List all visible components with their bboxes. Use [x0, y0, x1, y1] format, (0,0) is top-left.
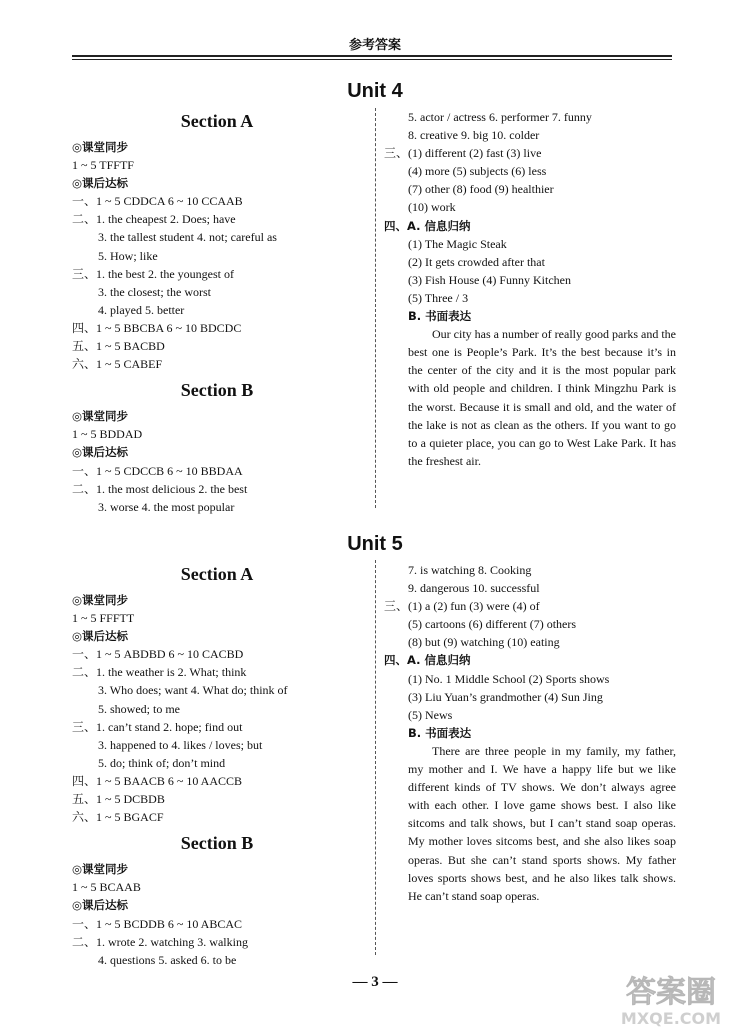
page-number: — 3 —: [352, 974, 398, 990]
section-b-heading: Section B: [180, 833, 254, 854]
answer-line: 9. dangerous 10. successful: [408, 581, 540, 596]
unit-4-right-column: [384, 108, 676, 470]
kehou-dabiao-label: ◎课后达标: [72, 176, 129, 191]
answer-line: 5. How; like: [98, 248, 158, 263]
xinxi-guina-label: 四、A. 信息归纳: [384, 218, 471, 233]
column-divider: [375, 560, 376, 955]
answer-line: 3. the closest; the worst: [98, 284, 211, 299]
page-header-title: 参考答案: [348, 38, 401, 53]
answer-line: 1 ~ 5 FFFTT: [72, 611, 135, 626]
answer-line: 三、(1) a (2) fun (3) were (4) of: [384, 599, 540, 614]
answer-line: (8) but (9) watching (10) eating: [408, 635, 560, 650]
watermark-domain: MXQE.COM: [620, 1009, 722, 1028]
answer-line: (5) Three / 3: [408, 290, 469, 305]
answer-line: 二、1. the most delicious 2. the best: [72, 481, 248, 496]
header-rule-thick: [72, 55, 672, 57]
answer-line: 四、1 ~ 5 BAACB 6 ~ 10 AACCB: [72, 773, 243, 788]
answer-line: 7. is watching 8. Cooking: [408, 563, 532, 577]
section-a-heading: Section A: [180, 111, 254, 131]
answer-line: 一、1 ~ 5 BCDDB 6 ~ 10 ABCAC: [72, 916, 243, 931]
answer-line: 3. Who does; want 4. What do; think of: [98, 683, 288, 698]
writing-sample-paragraph: Our city has a number of really good parks and the best one is People’s Park. It’s the best because it’s in the center of the city and it is the most popular park with old people and children. I think Mingzhu Park is the worst. Because it is small and old, and the water of the lake is not as clean as the others. If you want to go to a quieter place, you can go to West Lake Park. It has the freshest air.: [408, 327, 676, 468]
answer-line: 8. creative 9. big 10. colder: [408, 128, 540, 143]
section-a-heading: Section A: [180, 564, 254, 584]
section-b-heading: Section B: [180, 380, 254, 401]
answer-line: 3. the tallest student 4. not; careful as: [98, 230, 277, 245]
writing-sample-paragraph: There are three people in my family, my father, my mother and I. We have a happy life but we like different kinds of TV shows. We don’t always agree with each other. I love game shows best. I also like sitcoms and talk shows, but I can’t stand soap operas. My mother loves sitcoms best, and she also likes soap operas. But she can’t stand sports shows. My father loves sports shows best, and he also likes talk shows. He can’t stand soap operas.: [408, 743, 676, 903]
answer-line: (1) The Magic Steak: [408, 236, 507, 251]
answer-line: 4. questions 5. asked 6. to be: [98, 952, 237, 967]
unit-4-left-column: [72, 110, 362, 516]
column-divider: [375, 108, 376, 508]
unit-5-right-column: [384, 561, 676, 905]
xinxi-guina-label: 四、A. 信息归纳: [384, 653, 471, 668]
kehou-dabiao-label: ◎课后达标: [72, 629, 129, 644]
answer-line: 四、1 ~ 5 BBCBA 6 ~ 10 BDCDC: [72, 320, 242, 335]
ketang-tongbu-label: ◎课堂同步: [72, 593, 129, 607]
answer-line: 5. showed; to me: [98, 701, 180, 716]
unit-5-title: Unit 5: [347, 533, 403, 555]
answer-line: 一、1 ~ 5 CDDCA 6 ~ 10 CCAAB: [72, 194, 243, 209]
ketang-tongbu-label: ◎课堂同步: [72, 140, 129, 154]
answer-line: 三、1. the best 2. the youngest of: [72, 266, 234, 281]
answer-line: (10) work: [408, 200, 456, 215]
answer-line: 二、1. the cheapest 2. Does; have: [72, 212, 236, 227]
unit-5-left-column: [72, 563, 362, 969]
answer-line: 3. worse 4. the most popular: [98, 499, 235, 514]
answer-line: (5) News: [408, 707, 453, 722]
answer-line: 一、1 ~ 5 ABDBD 6 ~ 10 CACBD: [72, 647, 244, 662]
answer-line: 1 ~ 5 BDDAD: [72, 427, 143, 442]
answer-line: 1 ~ 5 BCAAB: [72, 880, 141, 895]
answer-line: 5. actor / actress 6. performer 7. funny: [408, 110, 592, 124]
unit-4-title: Unit 4: [347, 80, 403, 102]
answer-line: 六、1 ~ 5 BGACF: [72, 810, 164, 825]
answer-line: 1 ~ 5 TFFTF: [72, 158, 134, 173]
answer-line: 六、1 ~ 5 CABEF: [72, 357, 163, 372]
answer-line: 5. do; think of; don’t mind: [98, 755, 226, 770]
answer-line: (5) cartoons (6) different (7) others: [408, 617, 577, 632]
header-rule-thin: [72, 59, 672, 60]
answer-line: (4) more (5) subjects (6) less: [408, 164, 547, 179]
answer-line: 二、1. the weather is 2. What; think: [72, 665, 247, 680]
answer-line: 二、1. wrote 2. watching 3. walking: [72, 934, 248, 949]
answer-line: 4. played 5. better: [98, 302, 185, 317]
ketang-tongbu-label: ◎课堂同步: [72, 862, 129, 877]
answer-line: 五、1 ~ 5 DCBDB: [72, 792, 165, 807]
answer-line: (3) Liu Yuan’s grandmother (4) Sun Jing: [408, 689, 603, 704]
answer-line: (3) Fish House (4) Funny Kitchen: [408, 272, 571, 287]
shumian-biaoda-label: B. 书面表达: [408, 309, 472, 324]
ketang-tongbu-label: ◎课堂同步: [72, 409, 129, 424]
answer-line: (7) other (8) food (9) healthier: [408, 182, 554, 197]
answer-line: (2) It gets crowded after that: [408, 254, 545, 269]
kehou-dabiao-label: ◎课后达标: [72, 898, 129, 913]
watermark-text: 答案圈: [626, 975, 716, 1010]
answer-line: 三、(1) different (2) fast (3) live: [384, 146, 542, 161]
answer-line: 3. happened to 4. likes / loves; but: [98, 737, 263, 752]
shumian-biaoda-label: B. 书面表达: [408, 725, 472, 740]
answer-line: 一、1 ~ 5 CDCCB 6 ~ 10 BBDAA: [72, 463, 243, 478]
answer-line: 五、1 ~ 5 BACBD: [72, 339, 165, 354]
answer-line: (1) No. 1 Middle School (2) Sports shows: [408, 671, 610, 686]
kehou-dabiao-label: ◎课后达标: [72, 445, 129, 460]
answer-line: 三、1. can’t stand 2. hope; find out: [72, 719, 243, 734]
watermark-logo: [606, 968, 736, 1030]
